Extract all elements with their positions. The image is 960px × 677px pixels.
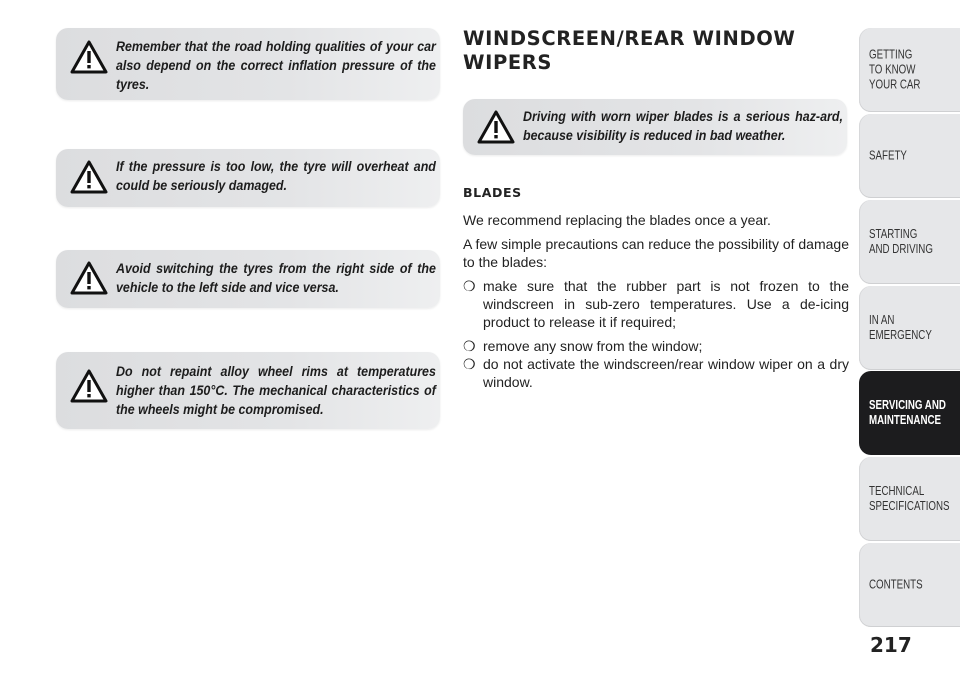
warning-text: If the pressure is too low, the tyre will overheat and could be seriously damaged. [116,159,436,193]
tab-label: SERVICING AND MAINTENANCE [869,398,946,427]
page-number: 217 [870,633,912,657]
tab-technical-specifications[interactable] [859,457,960,541]
paragraph: We recommend replacing the blades once a year. [463,212,771,228]
paragraph: A few simple precautions can reduce the possibility of damage to the blades: [463,236,849,270]
tab-in-an-emergency[interactable] [859,286,960,370]
warning-text: Do not repaint alloy wheel rims at temperatures higher than 150°C. The mechanical characteristics of the wheels might be compromised. [116,364,436,417]
list-item [463,337,849,355]
tab-label: IN AN EMERGENCY [869,313,932,342]
bullet-icon: ❍ [463,278,476,294]
tab-contents[interactable] [859,543,960,627]
warning-box-alloy-rims [56,352,440,429]
bullet-icon: ❍ [463,338,476,354]
list-item-text: make sure that the rubber part is not frozen to the windscreen in sub-zero temperatures. Use a de-icing product to release it if required; [483,278,849,330]
warning-box-low-pressure [56,149,440,207]
bullet-icon: ❍ [463,356,476,372]
tab-label: SAFETY [869,148,907,163]
warning-triangle-icon [70,160,108,194]
tab-servicing-and-maintenance[interactable] [859,371,960,455]
section-title: WINDSCREEN/REAR WINDOW WIPERS [463,27,796,74]
list-item-text: remove any snow from the window; [483,338,703,354]
warning-box-tyre-switching [56,250,440,308]
warning-box-tyre-pressure [56,28,440,100]
warning-triangle-icon [70,261,108,295]
warning-text: Driving with worn wiper blades is a serious haz-ard, because visibility is reduced in bad weather. [523,109,843,143]
warning-text: Avoid switching the tyres from the right side of the vehicle to the left side and vice versa. [116,261,436,295]
warning-triangle-icon [70,369,108,403]
tab-getting-to-know-your-car[interactable] [859,28,960,112]
warning-triangle-icon [477,110,515,144]
list-item-text: do not activate the windscreen/rear window wiper on a dry window. [483,356,849,390]
tab-label: TECHNICAL SPECIFICATIONS [869,484,950,513]
warning-text: Remember that the road holding qualities of your car also depend on the correct inflation pressure of the tyres. [116,39,436,92]
list-item [463,277,849,331]
subsection-title: BLADES [463,185,522,200]
warning-triangle-icon [70,40,108,74]
tab-safety[interactable] [859,114,960,198]
warning-box-wiper-blades [463,99,847,155]
tab-starting-and-driving[interactable] [859,200,960,284]
tab-label: GETTING TO KNOW YOUR CAR [869,47,921,92]
tab-label: CONTENTS [869,577,923,592]
list-item [463,355,849,391]
tab-label: STARTING AND DRIVING [869,227,933,256]
